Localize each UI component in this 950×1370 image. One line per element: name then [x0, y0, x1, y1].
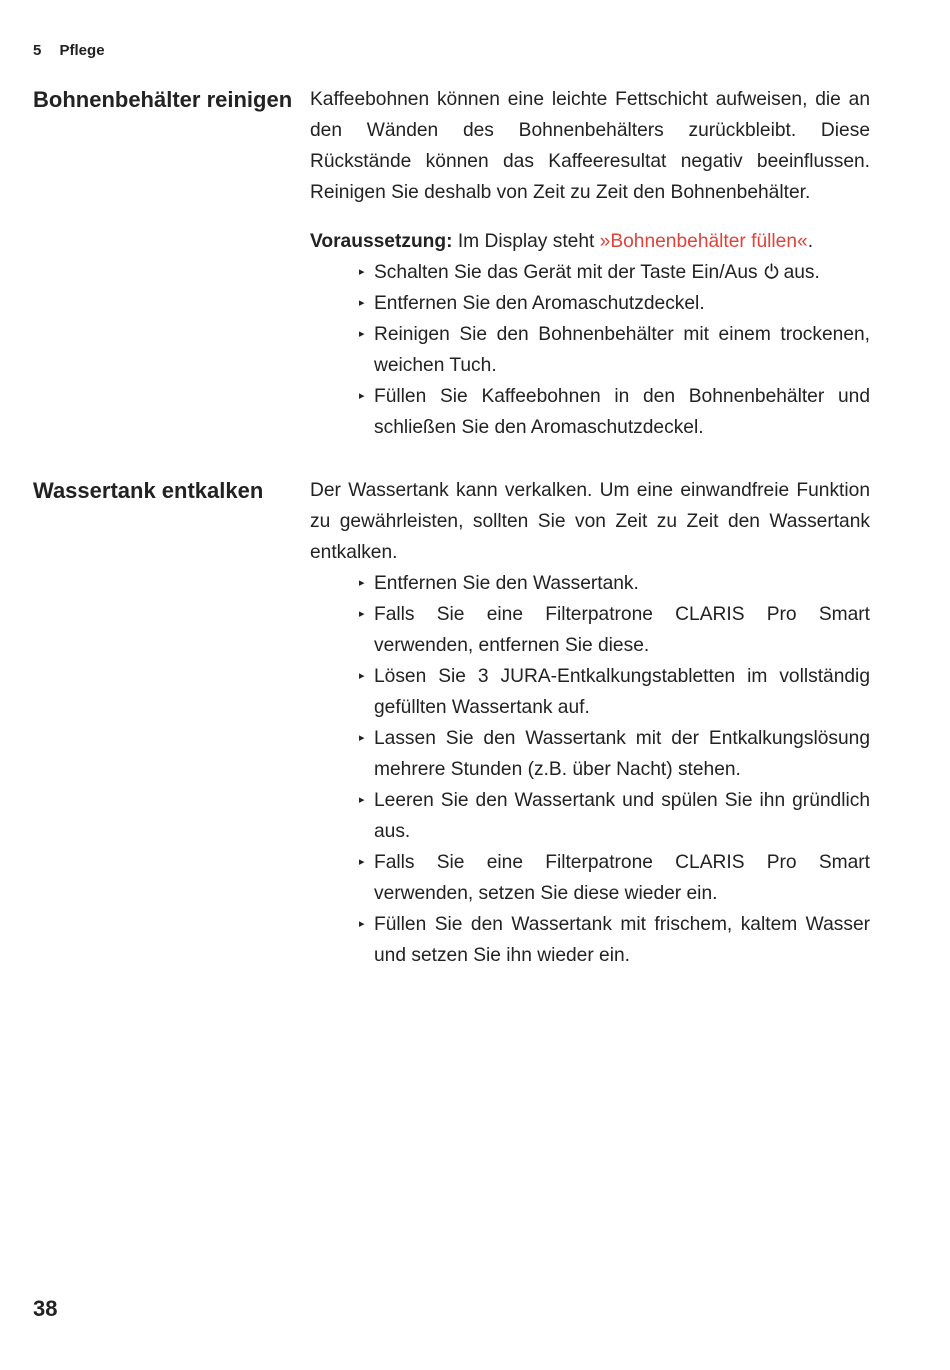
triangle-bullet-icon: ▸ [359, 856, 365, 868]
triangle-bullet-icon: ▸ [359, 918, 365, 930]
list-item [359, 785, 870, 847]
page-number: 38 [33, 1296, 58, 1321]
triangle-bullet-icon: ▸ [359, 608, 365, 620]
requirement-end: . [807, 231, 814, 252]
triangle-bullet-icon: ▸ [359, 328, 365, 340]
requirement-label: Voraussetzung: [310, 231, 453, 252]
section-body [310, 84, 870, 443]
triangle-bullet-icon: ▸ [359, 732, 365, 744]
triangle-bullet-icon: ▸ [359, 266, 365, 278]
triangle-bullet-icon: ▸ [359, 297, 365, 309]
section-title: Bohnenbehälter reinigen [33, 87, 293, 112]
requirement-line [310, 226, 870, 257]
step-text: Füllen Sie den Wassertank mit frischem, kaltem Wasser und setzen Sie ihn wieder ein. [374, 914, 870, 966]
list-item [359, 257, 870, 288]
step-text: Entfernen Sie den Wassertank. [374, 573, 639, 594]
step-text: Falls Sie eine Filterpatrone CLARIS Pro Smart verwenden, entfernen Sie diese. [374, 604, 870, 656]
triangle-bullet-icon: ▸ [359, 390, 365, 402]
step-text: Entfernen Sie den Aromaschutzdeckel. [374, 293, 705, 314]
list-item [359, 909, 870, 971]
section-title: Wassertank entkalken [33, 478, 264, 503]
triangle-bullet-icon: ▸ [359, 794, 365, 806]
power-icon [763, 263, 780, 280]
list-item [359, 381, 870, 443]
list-item [359, 288, 870, 319]
list-item [359, 847, 870, 909]
section-body [310, 475, 870, 971]
triangle-bullet-icon: ▸ [359, 670, 365, 682]
step-text: Schalten Sie das Gerät mit der Taste Ein/Aus [374, 262, 758, 283]
list-item [359, 319, 870, 381]
step-list [310, 257, 870, 443]
step-text: Lassen Sie den Wassertank mit der Entkalkungslösung mehrere Stunden (z.B. über Nacht) stehen. [374, 728, 870, 780]
step-text: Reinigen Sie den Bohnenbehälter mit einem trockenen, weichen Tuch. [374, 324, 870, 376]
list-item [359, 568, 870, 599]
intro-paragraph: Der Wassertank kann verkalken. Um eine einwandfreie Funktion zu gewährleisten, sollten Sie von Zeit zu Zeit den Wassertank entkalken. [310, 480, 870, 563]
running-head [33, 42, 105, 59]
chapter-title: Pflege [59, 42, 105, 59]
list-item [359, 599, 870, 661]
list-item [359, 723, 870, 785]
chapter-number: 5 [33, 42, 42, 59]
step-text: Falls Sie eine Filterpatrone CLARIS Pro Smart verwenden, setzen Sie diese wieder ein. [374, 852, 870, 904]
list-item [359, 661, 870, 723]
intro-paragraph: Kaffeebohnen können eine leichte Fettschicht aufweisen, die an den Wänden des Bohnenbehälters zurückbleibt. Diese Rückstände können das Kaffeeresultat negativ beeinflussen. Reinigen Sie deshalb von Zeit zu Zeit den Bohnenbehälter. [310, 89, 870, 203]
step-text: Lösen Sie 3 JURA-Entkalkungstabletten im vollständig gefüllten Wassertank auf. [374, 666, 870, 718]
display-message: »Bohnenbehälter füllen« [599, 231, 808, 252]
step-text: Füllen Sie Kaffeebohnen in den Bohnenbehälter und schließen Sie den Aromaschutzdeckel. [374, 386, 870, 438]
requirement-text: Im Display steht [452, 231, 600, 252]
step-text: Leeren Sie den Wassertank und spülen Sie ihn gründlich aus. [374, 790, 870, 842]
step-text-end: aus. [783, 262, 820, 283]
step-list [310, 568, 870, 971]
triangle-bullet-icon: ▸ [359, 577, 365, 589]
